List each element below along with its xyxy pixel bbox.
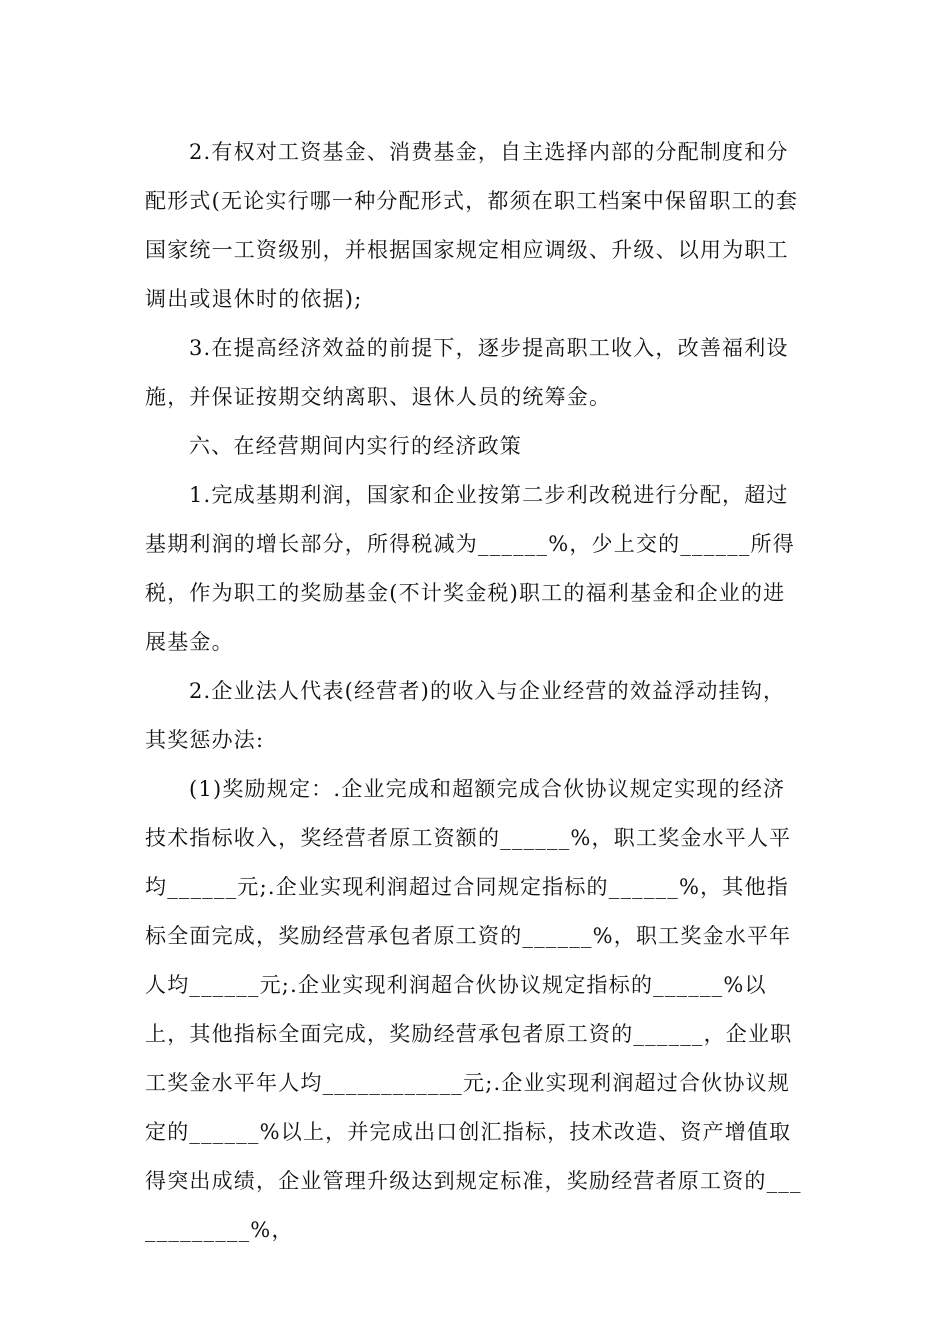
section-heading-economic-policy: 六、在经营期间内实行的经济政策 xyxy=(189,434,522,458)
paragraph-reward-rules: (1)奖励规定：.企业完成和超额完成合伙协议规定实现的经济技术指标收入，奖经营者原工资额的______%，职工奖金水平人平均______元;.企业实现利润超过合同规定指标的______%，其他指标全面完成，奖励经营承包者原工资的______%，职工奖金水平年人均______元;.企业实现利润超合伙协议规定指标的______%以上，其他指标全面完成，奖励经营承包者原工资的______，企业职工奖金水平年人均____________元;.企业实现利润超过合伙协议规定的______%以上，并完成出口创汇指标，技术改造、资产增值取得突出成绩，企业管理升级达到规定标准，奖励经营者原工资的____________%， xyxy=(145,777,802,1242)
document-body xyxy=(145,128,807,1255)
paragraph-base-profit: 1.完成基期利润，国家和企业按第二步利改税进行分配，超过基期利润的增长部分，所得税减为______%，少上交的______所得税，作为职工的奖励基金(不计奖金税)职工的福利基金和企业的进展基金。 xyxy=(145,483,795,654)
paragraph-employee-income: 3.在提高经济效益的前提下，逐步提高职工收入，改善福利设施，并保证按期交纳离职、退休人员的统筹金。 xyxy=(145,336,789,409)
paragraph-legal-representative-income: 2.企业法人代表(经营者)的收入与企业经营的效益浮动挂钩，其奖惩办法: xyxy=(145,679,786,752)
paragraph-distribution-rights: 2.有权对工资基金、消费基金，自主选择内部的分配制度和分配形式(无论实行哪一种分配形式，都须在职工档案中保留职工的套国家统一工资级别，并根据国家规定相应调级、升级、以用为职工调出或退休时的依据); xyxy=(145,140,799,311)
